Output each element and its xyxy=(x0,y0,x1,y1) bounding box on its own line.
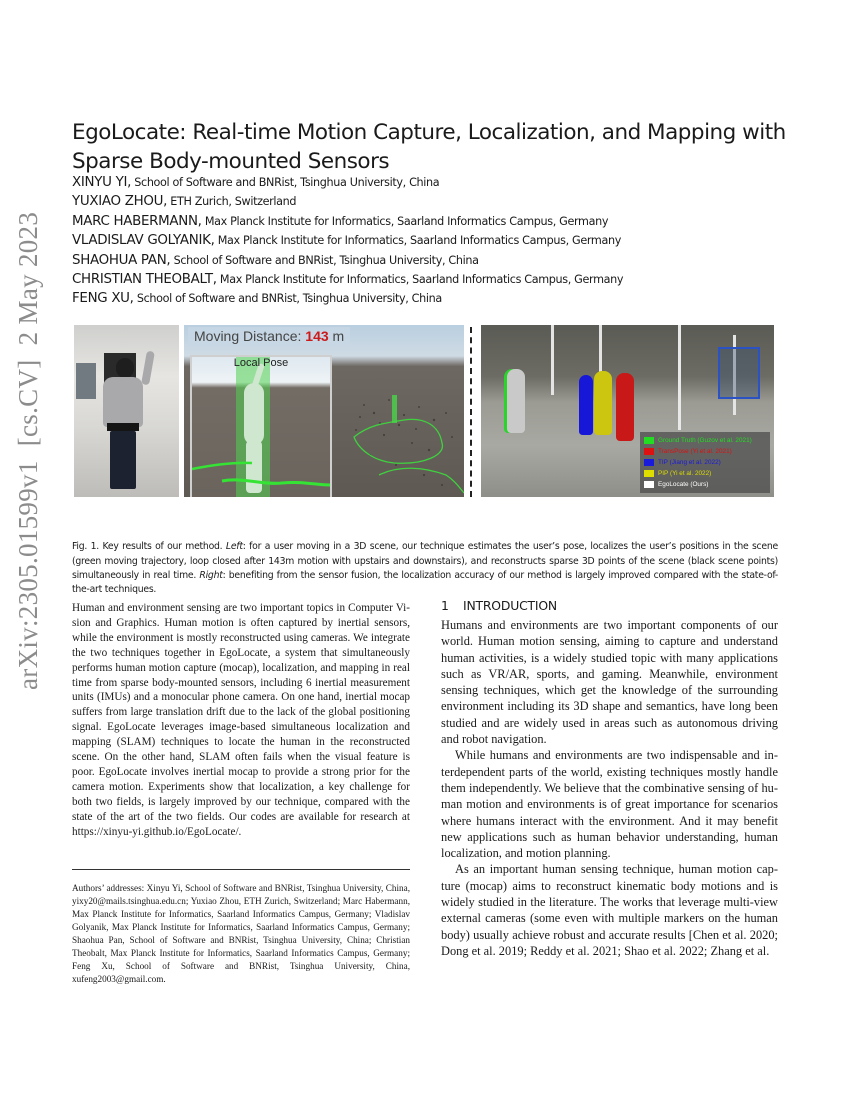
user-photo-panel xyxy=(74,325,179,497)
author-entry xyxy=(72,289,792,308)
author-name: SHAOHUA PAN, xyxy=(72,252,171,268)
legend-swatch xyxy=(644,437,654,444)
section-title: INTRODUCTION xyxy=(463,598,557,613)
user-head-shape xyxy=(116,358,134,378)
author-affiliation: Max Planck Institute for Informatics, Saarland Informatics Campus, Germany xyxy=(214,234,621,248)
author-entry xyxy=(72,173,792,192)
author-addresses-footnote: Authors’ addresses: Xinyu Yi, School of Software and BNRist, Tsinghua University, China, yixy20@mails.tsinghua.edu.cn; Yuxiao Zhou, ETH Zurich, Switzerland; Marc Habermann, Max Planck Institute for Informatics, Saarland Informatics Campus, Germany; Vladislav Golyanik, Max Planck Institute for Informatics, Saarland Informatics Campus, Germany; Shaohua Pan, School of Software and BNRist, Tsinghua University, China; Christian Theobalt, Max Planck Institute for Informatics, Saarland Informatics Campus, Germany; Feng Xu, School of Software and BNRist, Tsinghua University, China, xufeng2003@gmail.com. xyxy=(72,883,410,984)
transpose-human xyxy=(616,373,634,441)
local-pose-inset xyxy=(190,355,332,497)
distance-label: Moving Distance: xyxy=(194,328,306,344)
ground-truth-human xyxy=(507,369,525,433)
moving-distance-readout xyxy=(188,327,350,345)
legend-entry xyxy=(644,479,766,490)
author-name: CHRISTIAN THEOBALT, xyxy=(72,272,217,288)
author-name: FENG XU, xyxy=(72,291,134,307)
caption-prefix: Fig. 1. Key results of our method. xyxy=(72,541,226,553)
arxiv-identifier-stamp: arXiv:2305.01599v1 [cs.CV] 2 May 2023 xyxy=(13,211,43,690)
distance-unit: m xyxy=(328,328,345,344)
panel-divider xyxy=(470,327,472,497)
legend-label: TIP (Jiang et al. 2022) xyxy=(658,459,721,466)
abstract-text: Human and environment sensing are two important topics in Computer Vision and Graphics. Human motion is often captured by inertial sensors, while the environment is mostly reconstructed using cameras. We integrate the two techniques together in EgoLocate, a system that simultaneously performs human motion capture (mocap), localization, and mapping in real time from sparse body-mounted sensors, including 6 inertial measurement units (IMUs) and a monocular phone camera. On one hand, inertial mocap suffers from large translation drift due to the lack of the global positioning signal. EgoLocate leverages image-based simultaneous localization and mapping (SLAM) techniques to locate the human in the reconstructed scene. On the other hand, SLAM often fails when the visual feature is poor. EgoLocate involves inertial mocap to provide a strong prior for the camera motion. Experiments show that localization, a key challenge for both two fields, is largely improved by our technique, compared with the state of the art of the two fields. Our codes are available for research at https://xinyu-yi.github.io/EgoLocate/. xyxy=(72,602,410,838)
distance-value: 143 xyxy=(305,328,329,344)
caption-left-label: Left xyxy=(225,541,243,553)
user-legs-shape xyxy=(110,431,136,489)
local-pose-label: Local Pose xyxy=(233,357,289,369)
author-affiliation: School of Software and BNRist, Tsinghua University, China xyxy=(131,176,440,189)
author-affiliation: ETH Zurich, Switzerland xyxy=(167,195,297,209)
local-trajectory xyxy=(192,357,330,497)
legend-label: PIP (Yi et al. 2022) xyxy=(658,470,712,477)
legend-entry xyxy=(644,468,766,479)
legend-swatch xyxy=(644,481,654,488)
author-affiliation: School of Software and BNRist, Tsinghua University, China xyxy=(133,292,442,306)
intro-paragraph: While humans and environments are two indispensable and interdependent parts of the world, existing techniques mostly handle them independently. We believe that the combinative sensing of human motion and environments is of great importance for scenarios where humans interact with the environment. And it may benefit new applications such as human behavior understanding, human localization, and motion planning. xyxy=(441,748,778,861)
legend-swatch xyxy=(644,448,654,455)
abstract-section xyxy=(72,601,410,840)
legend-entry xyxy=(644,446,766,457)
author-entry xyxy=(72,231,792,250)
wall-painting-shape xyxy=(76,363,96,399)
author-name: MARC HABERMANN, xyxy=(72,213,202,229)
author-entry xyxy=(72,192,792,211)
legend-swatch xyxy=(644,470,654,477)
section-number: 1 xyxy=(441,598,449,613)
caption-left-text: : for a user moving in a 3D scene, our technique estimates the user’s pose, localizes the user’s positions in the scene (green moving trajectory, loop closed after 143m motion with upstairs and downstairs), and reconstructs sparse 3D points of the scene (black scene points) simultaneously in real time. xyxy=(72,541,778,581)
pillar-shape xyxy=(678,325,681,430)
author-name: XINYU YI, xyxy=(72,175,132,190)
legend-entry xyxy=(644,457,766,468)
legend-label: EgoLocate (Ours) xyxy=(658,481,709,488)
localization-comparison-panel xyxy=(481,325,774,497)
glass-door-shape xyxy=(718,347,760,399)
caption-right-label: Right xyxy=(199,569,223,581)
legend-label: Ground Truth (Guzov et al. 2021) xyxy=(658,437,752,444)
user-hoodie-shape xyxy=(103,377,143,427)
author-entry xyxy=(72,251,792,270)
legend-label: TransPose (Yi et al. 2021) xyxy=(658,448,732,455)
legend-entry xyxy=(644,435,766,446)
author-affiliation: Max Planck Institute for Informatics, Saarland Informatics Campus, Germany xyxy=(216,273,624,287)
teaser-figure xyxy=(74,325,774,497)
author-entry xyxy=(72,212,792,231)
intro-paragraph: As an important human sensing technique, human motion capture (mocap) aims to reconstruct kinematic body motions and is widely studied in the literature. The works that leverage multi-view external cameras (some even with multiple markers on the human body) usually achieve robust and accurate results [Chen et al. 2020; Dong et al. 2019; Reddy et al. 2021; Shao et al. 2022; Zhang et al. xyxy=(441,862,778,958)
introduction-section xyxy=(441,599,778,959)
author-list xyxy=(72,173,792,309)
author-name: YUXIAO ZHOU, xyxy=(72,194,168,210)
user-raised-arm-shape xyxy=(141,351,155,386)
mocap-render-panel xyxy=(184,325,464,497)
author-entry xyxy=(72,270,792,289)
figure-caption xyxy=(72,540,778,597)
author-affiliation: Max Planck Institute for Informatics, Saarland Informatics Campus, Germany xyxy=(201,214,609,228)
tip-human xyxy=(579,375,593,435)
legend-swatch xyxy=(644,459,654,466)
section-heading xyxy=(441,599,778,613)
author-name: VLADISLAV GOLYANIK, xyxy=(72,233,215,249)
user-belt-shape xyxy=(107,423,139,431)
footnote-divider xyxy=(72,869,410,870)
caption-right-text: : benefiting from the sensor fusion, the localization accuracy of our method is largely improved compared with the state-of-the-art techniques. xyxy=(72,569,779,595)
pillar-shape xyxy=(551,325,554,395)
method-legend xyxy=(640,432,770,493)
pip-human xyxy=(594,371,612,435)
intro-paragraph: Humans and environments are two important components of our world. Human motion sensing, aiming to capture and understand human activities, is a widely studied topic with many applications such as VR/AR, sports, and gaming. Meanwhile, environment sensing techniques, which get the knowledge of the surrounding environment including its 3D shape and semantics, have long been studied and are widely used in areas such as autonomous driving and robot navigation. xyxy=(441,618,778,747)
author-affiliation: School of Software and BNRist, Tsinghua University, China xyxy=(170,253,479,267)
paper-title: EgoLocate: Real-time Motion Capture, Localization, and Mapping with Sparse Body-mounted Sensors xyxy=(72,120,786,175)
